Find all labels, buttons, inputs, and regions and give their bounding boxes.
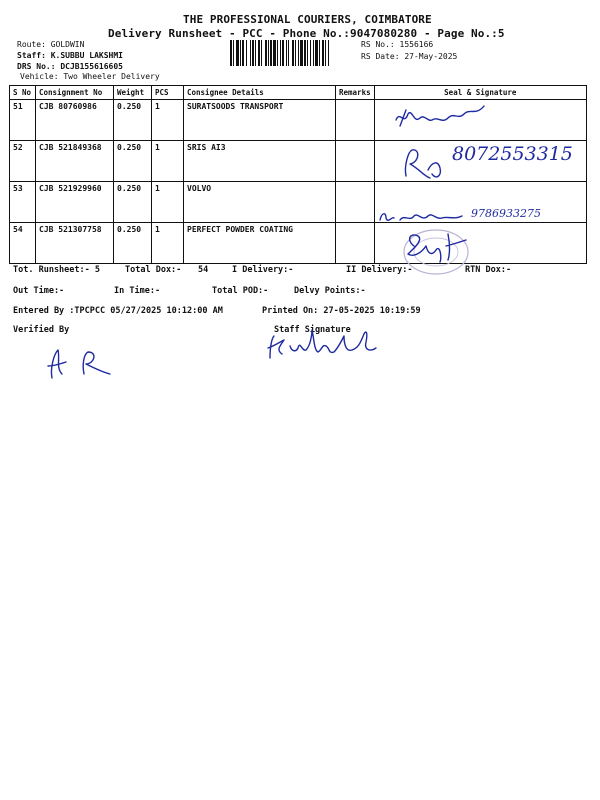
cell-weight: 0.250 (114, 100, 152, 141)
total-dox-value: 54 (198, 265, 209, 275)
cell-consignment: CJB 80760986 (36, 100, 114, 141)
total-runsheet: Tot. Runsheet:- 5 (13, 265, 100, 275)
cell-consignee: SURATSOODS TRANSPORT (184, 100, 336, 141)
drs-label: DRS No.: DCJB155616605 (17, 62, 123, 71)
verified-by-label: Verified By (13, 325, 70, 335)
rs-number: RS No.: 1556166 (361, 40, 434, 49)
cell-consignee: SRIS AI3 (184, 141, 336, 182)
runsheet-subtitle: Delivery Runsheet - PCC - Phone No.:9047080280 - Page No.:5 (108, 27, 505, 40)
cell-sno: 51 (10, 100, 36, 141)
route-label: Route: GOLDWIN (17, 40, 85, 49)
cell-weight: 0.250 (114, 141, 152, 182)
in-time: In Time:- (114, 286, 161, 296)
header-seal: Seal & Signature (374, 86, 586, 100)
signature-row-54 (400, 228, 472, 268)
signature-row-51 (392, 98, 492, 134)
table-header-row (10, 86, 587, 100)
staff-signature (264, 322, 384, 362)
entered-by: Entered By :TPCPCC 05/27/2025 10:12:00 AM (13, 306, 223, 316)
cell-weight: 0.250 (114, 223, 152, 264)
table-row (10, 223, 587, 264)
cell-consignee: PERFECT POWDER COATING (184, 223, 336, 264)
header-consignment: Consignment No (36, 86, 114, 100)
cell-remarks (336, 182, 375, 223)
staff-label: Staff: K.SUBBU LAKSHMI (17, 51, 123, 60)
cell-sno: 53 (10, 182, 36, 223)
header-remarks: Remarks (336, 86, 375, 100)
cell-pcs: 1 (152, 223, 184, 264)
total-pod: Total POD:- (212, 286, 269, 296)
staff-signature-label: Staff Signature (274, 325, 351, 335)
cell-remarks (336, 141, 375, 182)
header-consignee: Consignee Details (184, 86, 336, 100)
cell-weight: 0.250 (114, 182, 152, 223)
header-pcs: PCS (152, 86, 184, 100)
barcode (230, 40, 356, 66)
header-weight: Weight (114, 86, 152, 100)
out-time: Out Time:- (13, 286, 65, 296)
table-row (10, 100, 587, 141)
ii-delivery: II Delivery:- (346, 265, 413, 275)
cell-consignment: CJB 521929960 (36, 182, 114, 223)
cell-sno: 52 (10, 141, 36, 182)
rs-date: RS Date: 27-May-2025 (361, 52, 458, 61)
runsheet-table (9, 85, 587, 264)
cell-pcs: 1 (152, 141, 184, 182)
rtn-dox: RTN Dox:- (465, 265, 512, 275)
verifier-signature (40, 344, 114, 382)
cell-remarks (336, 223, 375, 264)
total-dox-label: Total Dox:- (125, 265, 182, 275)
handwritten-phone-row-52: 8072553315 (452, 143, 573, 165)
company-title: THE PROFESSIONAL COURIERS, COIMBATORE (183, 13, 432, 26)
vehicle-label: Vehicle: Two Wheeler Delivery (20, 72, 160, 81)
signature-row-52 (398, 140, 458, 184)
cell-sno: 54 (10, 223, 36, 264)
cell-consignment: CJB 521307758 (36, 223, 114, 264)
header-sno: S No (10, 86, 36, 100)
cell-remarks (336, 100, 375, 141)
cell-pcs: 1 (152, 100, 184, 141)
cell-pcs: 1 (152, 182, 184, 223)
i-delivery: I Delivery:- (232, 265, 294, 275)
cell-consignment: CJB 521849368 (36, 141, 114, 182)
cell-consignee: VOLVO (184, 182, 336, 223)
handwritten-phone-row-53: 9786933275 (471, 207, 541, 220)
delivery-points: Delvy Points:- (294, 286, 366, 296)
printed-on: Printed On: 27-05-2025 10:19:59 (262, 306, 421, 316)
